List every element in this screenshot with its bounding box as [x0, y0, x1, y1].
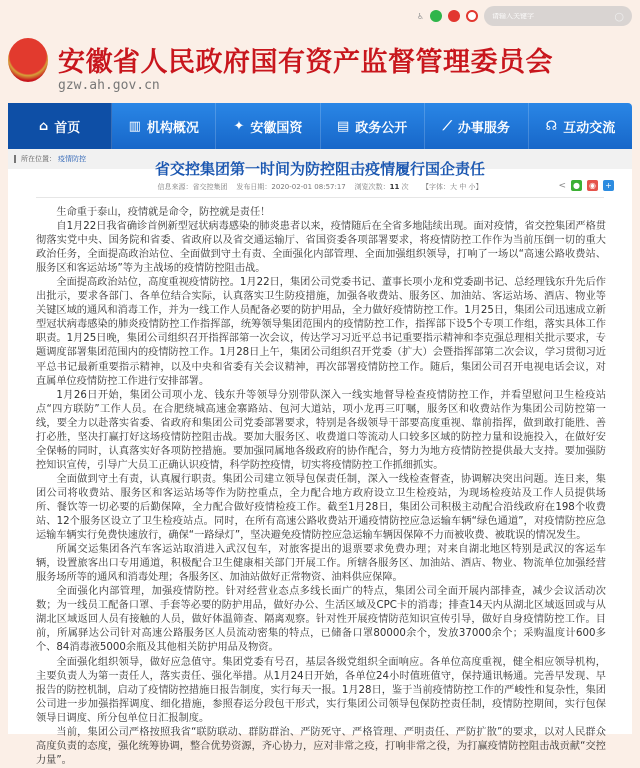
share-icon: <: [558, 180, 566, 191]
paragraph: 1月26日开始，集团公司项小龙、钱东升等领导分别带队深入一线实地督导检查疫情防控工作，并看望慰问卫生检疫站点“四方联防”工作人员。在合肥绕城高速金寨路站、包河大道站，项小龙再三叮嘱，服务区和收费站作为集团公司防控第一线，要全力以赴落实省委、省政府和集团公司党委部署要求，特别是各级领导干部要高度重视、靠前指挥，做到敢打能胜、善打必胜，坚决打赢打好这场疫情防控阻击战。要加大服务区、收费道口等流动人口较多区域的防控力量和设施投入，在做好安全保畅的同时，认真落实好各项防控措施。要加强同属地各级政府的协作配合，努力为地方疫情防控提供最大支持。要加强防控知识宣传，引导广大员工正确认识疫情，科学防控疫情，切实将疫情防控工作抓细抓实。: [36, 389, 606, 471]
paragraph: 当前，集团公司严格按照我省“联防联动、群防群治、严防死守、严格管理、严明责任、严防扩散”的要求，以对人民群众高度负责的态度，强化统筹协调，整合优势资源，齐心协力，应对非常之疫，打响非常之役，为打赢疫情防控阻击战贡献“交控力量”。: [36, 726, 606, 766]
breadcrumb-link[interactable]: 疫情防控: [58, 155, 86, 163]
app-icon[interactable]: [466, 10, 478, 22]
document-icon: ▤: [336, 118, 350, 134]
nav-interaction[interactable]: ☊ 互动交流: [545, 118, 616, 136]
share-bar: [558, 180, 614, 191]
weibo-icon[interactable]: [448, 10, 460, 22]
paragraph: 全面强化组织领导，做好应急值守。集团党委有号召，基层各级党组织全面响应。各单位高度重视，健全相应领导机构，主要负责人为第一责任人，落实责任、强化举措。从1月24日开始，各单位24小时值班值守，保持通讯畅通。完善早发现、早报告的防控机制，启动了疫情防控措施日报告制度，实行每天一报。1月28日，鉴于当前疫情防控工作的严峻性和复杂性，集团公司进一步加强指挥调度、细化措施，参照春运分段包干形式，实行集团公司领导包保防控责任制，疫情防控期间，实行包保领导日调度、所分包单位日汇报制度。: [36, 656, 606, 724]
site-domain: gzw.ah.gov.cn: [58, 78, 160, 93]
search-input[interactable]: [492, 13, 602, 20]
building-icon: ▥: [128, 118, 141, 134]
search-box: [484, 6, 632, 26]
font-large-button[interactable]: 大: [450, 183, 458, 191]
site-title: 安徽省人民政府国有资产监督管理委员会: [58, 47, 553, 78]
paragraph: 全面做到守土有责，认真履行职责。集团公司建立领导包保责任制，深入一线检查督查，协调解决突出问题。连日来，集团公司将收费站、服务区和客运站场等作为防控重点，全力配合地方政府设立卫生检疫站，为现场检疫站及工作人员提供场所、餐饮等一切必要的后勤保障，全力配合做好疫情检疫工作。截至1月28日，集团公司积极主动配合沿线政府在198个收费站、12个服务区设立了卫生检疫站点。同时，在所有高速公路收费站开通疫情防控应急运输车辆“绿色通道”，对疫情防控应急运输车辆实行免费快速放行，确保“一路绿灯”，坚决避免疫情防控应急运输车辆因保障不力而被收费、被耽误的情况发生。: [36, 473, 606, 542]
font-medium-button[interactable]: 中: [459, 183, 467, 191]
nav-services[interactable]: ⟋ 办事服务: [425, 103, 529, 149]
more-share-icon[interactable]: +: [603, 180, 614, 191]
paragraph: 生命重于泰山，疫情就是命令，防控就是责任！: [56, 207, 271, 218]
wechat-icon[interactable]: [430, 10, 442, 22]
home-icon: ⌂: [38, 118, 49, 134]
handshake-icon: ☊: [545, 118, 558, 134]
main-nav: [8, 103, 632, 149]
top-tools: [417, 6, 632, 26]
chart-icon: ⟋: [442, 118, 452, 134]
article-title: 省交控集团第一时间为防控阻击疫情履行国企责任: [154, 160, 485, 178]
paragraph: 全面提高政治站位，高度重视疫情防控。1月22日，集团公司党委书记、董事长项小龙和党委副书记、总经理钱东升先后作出批示，要求各部门、各单位结合实际，认真落实卫生防疫措施，加强各收费站、服务区、加油站、客运站场、酒店、物业等关键区域的通风和消毒工作，并为一线工作人员配备必要的防护用品，全力做好疫情防控工作。1月25日，集团公司迅速成立新型冠状病毒感染的肺炎疫情防控工作指挥部，统筹领导集团范围内的疫情防控工作，指挥部下设5个专项工作组，落实具体工作职责。1月25日晚，集团公司组织召开指挥部第一次会议，传达学习习近平总书记重要指示精神和李克强总理相关批示要求，专题调度部署集团范围内的疫情防控工作。1月28日上午，集团公司组织召开党委（扩大）会暨指挥部第二次会议，学习贯彻习近平总书记最新重要指示精神，以及中央和省委有关会议精神，再次部署疫情防控工作。随后，集团公司召开电视电话会议，对直属单位疫情防控工作进行安排部署。: [36, 277, 606, 387]
paragraph: 所属交运集团各汽车客运站取消进入武汉包车，对旅客提出的退票要求免费办理；对来自湖北地区特别是武汉的客运车辆，设置旅客出口专用通道，积极配合卫生健康相关部门开展工作。所辖各服务区、加油站、酒店、物业、物流单位加强经营服务场所等的通风和消毒处理；各服务区、加油站做好正常物资、油料供应保障。: [36, 544, 606, 584]
nav-anhui-assets[interactable]: ✦ 安徽国资: [216, 103, 320, 149]
national-emblem-logo: [8, 38, 48, 82]
nav-organization[interactable]: ▥ 机构概况: [112, 103, 216, 149]
font-small-button[interactable]: 小: [468, 183, 476, 191]
wechat-share-icon[interactable]: ●: [571, 180, 582, 191]
paragraph: 自1月22日我省确诊首例新型冠状病毒感染的肺炎患者以来，疫情随后在全省多地陆续出现。面对疫情，省交控集团严格贯彻落实党中央、国务院和省委、省政府以及省交通运输厅、省国资委各项部署要求，将疫情防控工作作为当前压倒一切的重大政治任务，全面提高政治站位、全面做到守土有责、全面强化内部管理、全面加强组织领导，打响了一场以“高速公路收费站、服务区和客运站场”等为主战场的疫情防控阻击战。: [36, 221, 606, 275]
view-count: 11: [389, 183, 400, 191]
paragraph: 全面强化内部管理，加强疫情防控。针对经营业态点多线长面广的特点，集团公司全面开展内部排查，减少会议活动次数；为一线员工配备口罩、手套等必要的防护用品，做好办公、生活区域及CPC卡的消毒；排查14天内从湖北区域返回或与从湖北区域返回人员有接触的人员，做好体温筛查、隔离观察。针对性开展疫情防范知识宣传引导，做好自身疫情防控工作。目前，所属驿达公司针对高速公路服务区人员流动密集的特点，已储备口罩80000余个，发放37000余个；采购温度计600多个、84消毒液5000余瓶及其他相关防护用品及物资。: [36, 586, 606, 654]
article-body: [36, 206, 606, 768]
article-meta: 信息来源：省交控集团 发布日期：2020-02-01 08:57:17 浏览次数：11 次 【字体：大 中 小】: [157, 183, 483, 191]
accessibility-icon[interactable]: ♿: [416, 11, 424, 21]
nav-government-affairs[interactable]: ▤ 政务公开: [321, 103, 425, 149]
weibo-share-icon[interactable]: ◉: [587, 180, 598, 191]
map-icon: ✦: [233, 118, 245, 134]
breadcrumb: 所在位置： 疫情防控: [8, 149, 632, 169]
search-icon[interactable]: ○: [614, 9, 624, 23]
nav-home[interactable]: ⌂ 首页: [8, 103, 112, 149]
divider: [36, 197, 604, 198]
